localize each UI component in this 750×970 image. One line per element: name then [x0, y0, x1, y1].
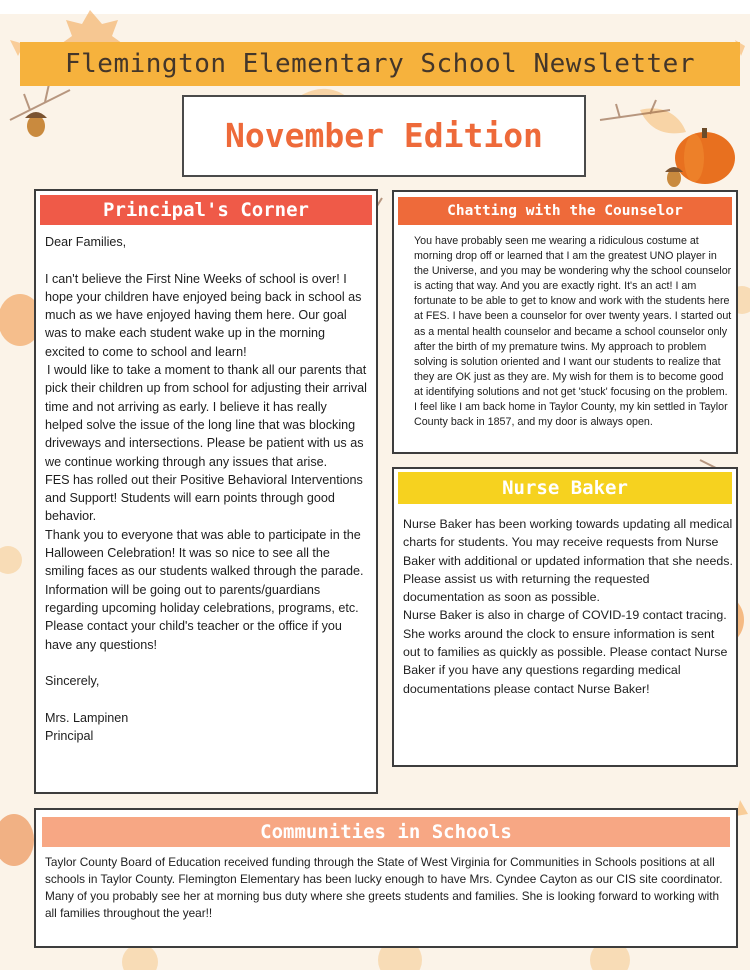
newsletter-masthead	[20, 42, 740, 86]
signature-title: Principal	[45, 729, 94, 744]
letter-paragraph: FES has rolled out their Positive Behavioral Interventions and Support! Students will earn points through good behavior.	[45, 472, 363, 524]
letter-paragraph: Information will be going out to parents/guardians regarding upcoming holiday celebrations, programs, etc. Please contact your child's teacher or the office if you have any questions!	[45, 582, 359, 652]
nurse-section	[392, 467, 738, 767]
newsletter-title: Flemington Elementary School Newsletter	[65, 49, 695, 79]
letter-closing: Sincerely,	[45, 674, 100, 689]
counselor-text: You have probably seen me wearing a ridiculous costume at morning drop off or learned that I am the greatest UNO player in the Universe, and you may be wondering why the school counselor is acting that way. And you are exactly right. It's an act! I am fortunate to be able to get to know and work with the students here at FES. I have been a counselor for over twenty years. I started out as a mental health counselor and became a school counselor only after the birth of my premature twins. My approach to problem solving is solution oriented and I want our students to realize that they are OK just as they are. My wish for them is to become good at identifying solutions and not get 'stuck' focusing on the problem. I feel like I am back home in Taylor County, my kin settled in Taylor County back in 1857, and my door is always open.	[414, 235, 732, 429]
cis-heading: Communities in Schools	[42, 817, 730, 847]
principals-corner-heading: Principal's Corner	[40, 195, 372, 225]
counselor-heading: Chatting with the Counselor	[398, 197, 732, 225]
principals-corner-section	[34, 189, 378, 794]
letter-greeting: Dear Families,	[45, 235, 127, 249]
letter-paragraph: Thank you to everyone that was able to participate in the Halloween Celebration! It was so nice to see all the smiling faces as our students walked through the parade.	[45, 527, 364, 579]
edition-banner	[182, 95, 586, 177]
edition-title: November Edition	[225, 116, 543, 155]
nurse-paragraph: Nurse Baker is also in charge of COVID-19 contact tracing. She works around the clock to ensure information is sent out to families as quickly as possible. Please contact Nurse Baker if you have any questions regarding medical documentations please contact Nurse Baker!	[403, 608, 728, 696]
letter-paragraph: I can't believe the First Nine Weeks of school is over! I hope your children have enjoyed being back in school as much as we have enjoyed having them here. Our goal was to make each student wake up in the morning excited to come to school and learn!	[45, 271, 362, 359]
signature-name: Mrs. Lampinen	[45, 710, 129, 725]
nurse-text	[403, 515, 733, 698]
nurse-heading: Nurse Baker	[398, 472, 732, 504]
cis-text: Taylor County Board of Education received funding through the State of West Virginia for Communities in Schools positions at all schools in Taylor County. Flemington Elementary has been lucky enough to have Mrs. Cyndee Cayton as our CIS site coordinator. Many of you probably see her at morning bus duty where she greets students and families. She is looking forward to working with all families throughout the year!!	[45, 855, 723, 920]
nurse-paragraph: Nurse Baker has been working towards updating all medical charts for students. You may receive requests from Nurse Baker with additional or updated information that she needs. Please assist us with returning the requested documentation as soon as possible.	[403, 517, 733, 605]
communities-in-schools-section	[34, 808, 738, 948]
principals-letter	[45, 233, 367, 745]
letter-paragraph: I would like to take a moment to thank all our parents that pick their children up from school for adjusting their arrival time and not arriving as early. I believe it has really helped solve the issue of the long line that was blocking driveways and intersections. Please be patient with us as we continue working through any issues that arise.	[45, 363, 367, 469]
counselor-section	[392, 190, 738, 454]
